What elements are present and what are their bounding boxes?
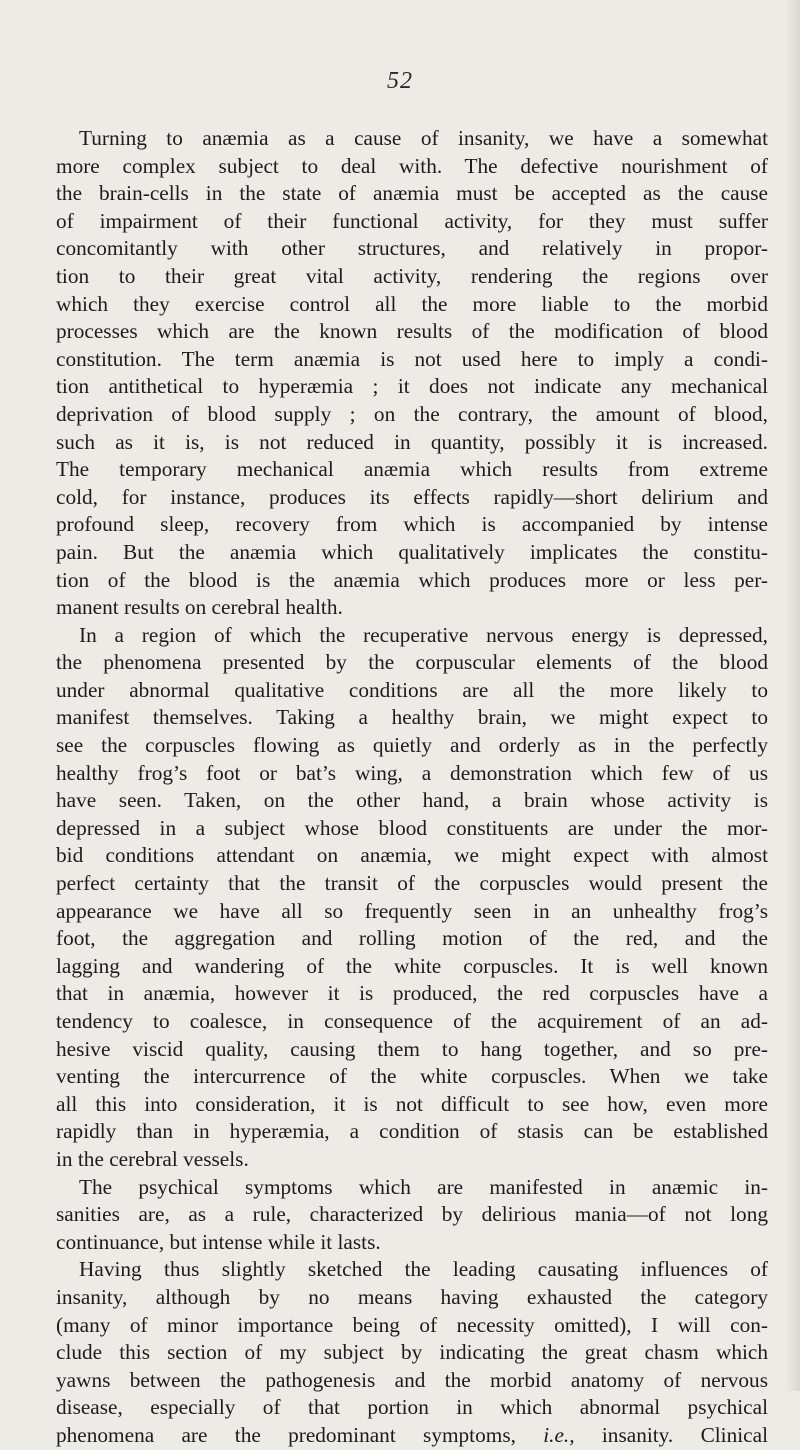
text-line: in the cerebral vessels. [56,1146,249,1171]
text-line: cold, for instance, produces its effects rapidly—short delirium and [56,484,768,509]
text-line: appearance we have all so frequently seen in an unhealthy frog’s [56,898,768,923]
text-line: have seen. Taken, on the other hand, a brain whose activity is [56,788,768,813]
text-line: rapidly than in hyperæmia, a condition of stasis can be established [56,1119,768,1144]
text-line: continuance, but intense while it lasts. [56,1229,381,1254]
text-line: which they exercise control all the more liable to the morbid [56,291,768,316]
text-line: tion antithetical to hyperæmia ; it does not indicate any mechanical [56,374,768,399]
text-line: more complex subject to deal with. The defective nourishment of [56,153,768,178]
page-number: 52 [387,68,413,94]
text-line: insanity, although by no means having exhausted the category [56,1284,768,1309]
text-line: the phenomena presented by the corpuscular elements of the blood [56,650,768,675]
text-line: such as it is, is not reduced in quantity, possibly it is increased. [56,429,768,454]
text-line: lagging and wandering of the white corpuscles. It is well known [56,953,768,978]
page-edge-shadow [786,0,800,1391]
text-line: of impairment of their functional activity, for they must suffer [56,208,768,233]
text-line: the brain-cells in the state of anæmia must be accepted as the cause [56,181,768,206]
text-line: see the corpuscles flowing as quietly and orderly as in the perfectly [56,733,768,758]
text-line: profound sleep, recovery from which is accompanied by intense [56,512,768,537]
text-line: all this into consideration, it is not difficult to see how, even more [56,1091,768,1116]
text-line: under abnormal qualitative conditions are all the more likely to [56,677,768,702]
text-line: pain. But the anæmia which qualitatively implicates the constitu- [56,539,768,564]
text-line: Having thus slightly sketched the leading causating influences of [79,1257,768,1282]
text-line: manifest themselves. Taking a healthy brain, we might expect to [56,705,768,730]
text-line: The temporary mechanical anæmia which results from extreme [56,457,768,482]
text-line: perfect certainty that the transit of the corpuscles would present the [56,871,768,896]
text-line: yawns between the pathogenesis and the morbid anatomy of nervous [56,1367,768,1392]
text-line: constitution. The term anæmia is not used here to imply a condi- [56,346,768,371]
text-line: deprivation of blood supply ; on the contrary, the amount of blood, [56,401,768,426]
text-line: processes which are the known results of the modification of blood [56,319,768,344]
text-line: tion to their great vital activity, rendering the regions over [56,263,768,288]
text-line: manent results on cerebral health. [56,595,343,620]
text-line: tendency to coalesce, in consequence of the acquirement of an ad- [56,1009,768,1033]
text-line: tion of the blood is the anæmia which produces more or less per- [56,567,768,592]
text-line: hesive viscid quality, causing them to hang together, and so pre- [56,1036,768,1061]
text-line: Turning to anæmia as a cause of insanity, we have a somewhat [79,126,768,150]
text-line: depressed in a subject whose blood constituents are under the mor- [56,815,768,840]
text-line: concomitantly with other structures, and relatively in propor- [56,236,768,261]
text-line: disease, especially of that portion in which abnormal psychical [56,1395,768,1420]
text-line: that in anæmia, however it is produced, the red corpuscles have a [56,981,768,1006]
text-line: clude this section of my subject by indicating the great chasm which [56,1340,768,1365]
text-line: bid conditions attendant on anæmia, we might expect with almost [56,843,768,868]
text-line: foot, the aggregation and rolling motion of the red, and the [56,926,768,951]
text-line: venting the intercurrence of the white corpuscles. When we take [56,1064,768,1089]
text-line: phenomena are the predominant symptoms, i.e., insanity. Clinical [56,1422,768,1447]
text-line: sanities are, as a rule, characterized by delirious mania—of not long [56,1202,768,1227]
text-line: The psychical symptoms which are manifested in anæmic in- [79,1174,768,1199]
body-text [56,125,768,1450]
text-line: (many of minor importance being of necessity omitted), I will con- [56,1312,768,1337]
text-line: In a region of which the recuperative nervous energy is depressed, [79,622,768,647]
text-line: healthy frog’s foot or bat’s wing, a demonstration which few of us [56,760,768,785]
